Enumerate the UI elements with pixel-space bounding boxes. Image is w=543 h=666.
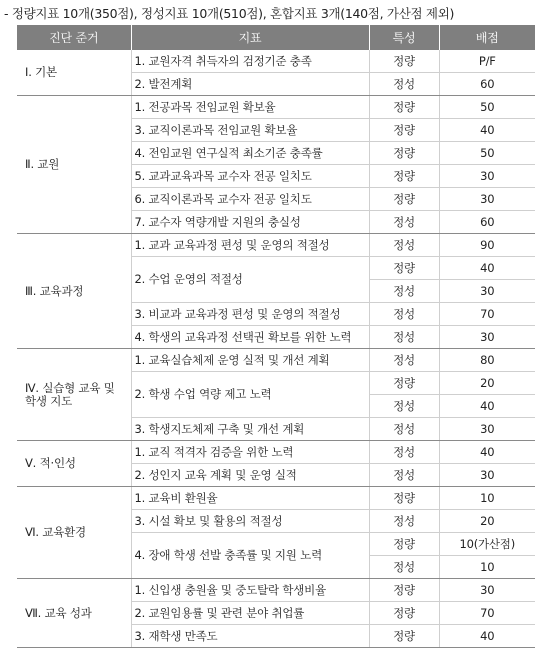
indicator-cell: 3. 교직이론과목 전임교원 확보율 <box>131 119 369 142</box>
score-cell: 50 <box>439 96 535 119</box>
type-cell: 정성 <box>369 556 439 579</box>
type-cell: 정량 <box>369 96 439 119</box>
score-cell: 30 <box>439 579 535 602</box>
indicator-cell: 4. 장애 학생 선발 충족률 및 지원 노력 <box>131 533 369 579</box>
score-cell: 40 <box>439 625 535 648</box>
indicator-cell: 3. 시설 확보 및 활용의 적절성 <box>131 510 369 533</box>
score-cell: 70 <box>439 602 535 625</box>
score-cell: 30 <box>439 326 535 349</box>
indicator-cell: 1. 교육비 환원율 <box>131 487 369 510</box>
type-cell: 정성 <box>369 303 439 326</box>
type-cell: 정성 <box>369 73 439 96</box>
indicator-cell: 5. 교과교육과목 교수자 전공 일치도 <box>131 165 369 188</box>
score-cell: 80 <box>439 349 535 372</box>
criteria-cell: Ⅵ. 교육환경 <box>17 487 131 579</box>
type-cell: 정량 <box>369 533 439 556</box>
indicator-cell: 2. 교원임용률 및 관련 분야 취업률 <box>131 602 369 625</box>
table-caption: - 정량지표 10개(350점), 정성지표 10개(510점), 혼합지표 3개(140점, 가산점 제외) <box>4 6 455 21</box>
score-cell: 70 <box>439 303 535 326</box>
indicator-cell: 4. 전임교원 연구실적 최소기준 충족률 <box>131 142 369 165</box>
table-row <box>17 96 535 119</box>
criteria-cell: Ⅳ. 실습형 교육 및 학생 지도 <box>17 349 131 441</box>
evaluation-table <box>17 25 535 648</box>
type-cell: 정량 <box>369 50 439 73</box>
score-cell: 10 <box>439 487 535 510</box>
score-cell: 30 <box>439 418 535 441</box>
type-cell: 정량 <box>369 142 439 165</box>
type-cell: 정성 <box>369 395 439 418</box>
table-header-row <box>17 25 535 50</box>
score-cell: 50 <box>439 142 535 165</box>
indicator-cell: 2. 성인지 교육 계획 및 운영 실적 <box>131 464 369 487</box>
type-cell: 정성 <box>369 464 439 487</box>
indicator-cell: 2. 발전계획 <box>131 73 369 96</box>
header-indicator: 지표 <box>131 25 369 50</box>
score-cell: 40 <box>439 395 535 418</box>
indicator-cell: 6. 교직이론과목 교수자 전공 일치도 <box>131 188 369 211</box>
table-row <box>17 487 535 510</box>
type-cell: 정량 <box>369 165 439 188</box>
criteria-cell: Ⅶ. 교육 성과 <box>17 579 131 648</box>
indicator-cell: 3. 학생지도체제 구축 및 개선 계획 <box>131 418 369 441</box>
table-row <box>17 579 535 602</box>
score-cell: 40 <box>439 441 535 464</box>
table-row <box>17 441 535 464</box>
score-cell: 60 <box>439 73 535 96</box>
type-cell: 정성 <box>369 326 439 349</box>
score-cell: 30 <box>439 280 535 303</box>
indicator-cell: 3. 재학생 만족도 <box>131 625 369 648</box>
indicator-cell: 7. 교수자 역량개발 지원의 충실성 <box>131 211 369 234</box>
criteria-cell: Ⅲ. 교육과정 <box>17 234 131 349</box>
indicator-cell: 3. 비교과 교육과정 편성 및 운영의 적절성 <box>131 303 369 326</box>
type-cell: 정량 <box>369 625 439 648</box>
indicator-cell: 1. 교육실습체제 운영 실적 및 개선 계획 <box>131 349 369 372</box>
score-cell: P/F <box>439 50 535 73</box>
indicator-cell: 1. 전공과목 전임교원 확보율 <box>131 96 369 119</box>
type-cell: 정성 <box>369 510 439 533</box>
table-row <box>17 234 535 257</box>
type-cell: 정량 <box>369 119 439 142</box>
criteria-cell: Ⅱ. 교원 <box>17 96 131 234</box>
indicator-cell: 2. 학생 수업 역량 제고 노력 <box>131 372 369 418</box>
type-cell: 정성 <box>369 211 439 234</box>
indicator-cell: 1. 교과 교육과정 편성 및 운영의 적절성 <box>131 234 369 257</box>
type-cell: 정량 <box>369 257 439 280</box>
type-cell: 정성 <box>369 418 439 441</box>
indicator-cell: 4. 학생의 교육과정 선택권 확보를 위한 노력 <box>131 326 369 349</box>
type-cell: 정성 <box>369 349 439 372</box>
criteria-cell: Ⅴ. 적·인성 <box>17 441 131 487</box>
type-cell: 정성 <box>369 234 439 257</box>
score-cell: 10(가산점) <box>439 533 535 556</box>
score-cell: 60 <box>439 211 535 234</box>
table-body <box>17 50 535 648</box>
indicator-cell: 2. 수업 운영의 적절성 <box>131 257 369 303</box>
indicator-cell: 1. 교원자격 취득자의 검정기준 충족 <box>131 50 369 73</box>
score-cell: 20 <box>439 372 535 395</box>
type-cell: 정량 <box>369 602 439 625</box>
type-cell: 정량 <box>369 487 439 510</box>
score-cell: 90 <box>439 234 535 257</box>
score-cell: 40 <box>439 119 535 142</box>
type-cell: 정성 <box>369 441 439 464</box>
score-cell: 30 <box>439 165 535 188</box>
score-cell: 30 <box>439 464 535 487</box>
header-criteria: 진단 준거 <box>17 25 131 50</box>
table-row <box>17 349 535 372</box>
type-cell: 정량 <box>369 188 439 211</box>
header-score: 배점 <box>439 25 535 50</box>
table-row <box>17 50 535 73</box>
score-cell: 10 <box>439 556 535 579</box>
type-cell: 정량 <box>369 579 439 602</box>
indicator-cell: 1. 교직 적격자 검증을 위한 노력 <box>131 441 369 464</box>
type-cell: 정성 <box>369 280 439 303</box>
header-type: 특성 <box>369 25 439 50</box>
score-cell: 20 <box>439 510 535 533</box>
indicator-cell: 1. 신입생 충원율 및 중도탈락 학생비율 <box>131 579 369 602</box>
score-cell: 40 <box>439 257 535 280</box>
criteria-cell: Ⅰ. 기본 <box>17 50 131 96</box>
type-cell: 정량 <box>369 372 439 395</box>
score-cell: 30 <box>439 188 535 211</box>
